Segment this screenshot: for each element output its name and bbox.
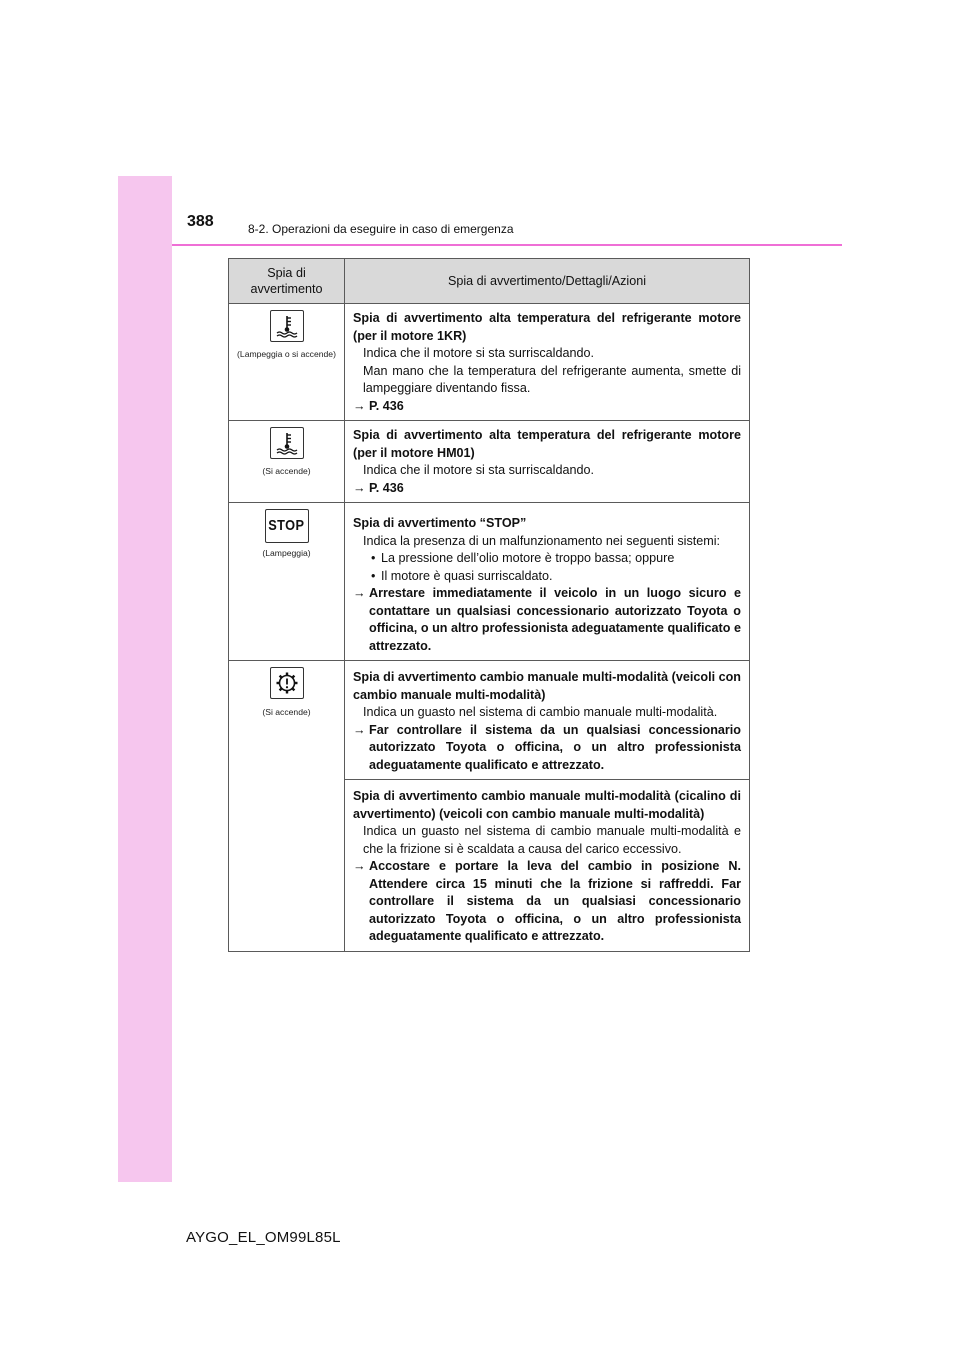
header-rule — [172, 244, 842, 246]
table-row — [229, 304, 750, 421]
col-header-details: Spia di avvertimento/Dettagli/Azioni — [345, 259, 750, 304]
table-row — [229, 661, 750, 780]
row-action — [353, 585, 741, 655]
coolant-temperature-icon — [270, 427, 304, 459]
icon-caption: (Si accende) — [262, 465, 311, 476]
row-title: Spia di avvertimento cambio manuale multi-modalità (veicoli con cambio manuale multi-modalità) — [353, 670, 741, 702]
table-header-row — [229, 259, 750, 304]
stop-icon — [265, 509, 309, 543]
icon-cell — [229, 661, 345, 952]
row-text: Indica la presenza di un malfunzionamento nei seguenti sistemi: — [363, 533, 721, 548]
row-text: Man mano che la temperatura del refrigerante aumenta, smette di lampeggiare diventando fissa. — [363, 363, 741, 395]
row-text: Indica che il motore si sta surriscaldando. — [363, 346, 594, 360]
icon-cell — [229, 503, 345, 661]
arrow-right-icon: → — [353, 480, 366, 495]
page-number: 388 — [187, 213, 214, 230]
row-text: Indica un guasto nel sistema di cambio manuale multi-modalità e che la frizione si è scaldata a causa del carico eccessivo. — [363, 824, 741, 856]
table-row — [229, 503, 750, 661]
arrow-right-icon: → — [353, 859, 366, 873]
row-text: Indica un guasto nel sistema di cambio manuale multi-modalità. — [363, 705, 718, 719]
row-action — [353, 858, 741, 946]
row-text: Indica che il motore si sta surriscaldando. — [363, 463, 594, 477]
details-cell — [345, 503, 750, 661]
row-title: Spia di avvertimento alta temperatura del refrigerante motore (per il motore 1KR) — [353, 311, 741, 343]
action-text: Far controllare il sistema da un qualsiasi concessionario autorizzato Toyota o officina, o un altro professionista adeguatamente qualificato e attrezzato. — [369, 722, 741, 772]
icon-cell — [229, 304, 345, 421]
arrow-right-icon: → — [353, 722, 366, 737]
side-color-band — [118, 176, 172, 1182]
gear-warning-icon — [270, 667, 304, 699]
icon-caption: (Lampeggia) — [262, 548, 311, 558]
coolant-temperature-icon — [270, 310, 304, 342]
row-title: Spia di avvertimento cambio manuale multi-modalità (cicalino di avvertimento) (veicoli con cambio manuale multi-modalità) — [353, 789, 741, 821]
icon-caption: (Lampeggia o si accende) — [237, 348, 336, 359]
page-reference: P. 436 — [369, 480, 404, 495]
details-cell — [345, 661, 750, 780]
table-row — [229, 421, 750, 503]
row-action — [353, 480, 741, 498]
icon-caption: (Si accende) — [262, 706, 311, 717]
details-cell — [345, 421, 750, 503]
action-text: Accostare e portare la leva del cambio in posizione N. Attendere circa 15 minuti che la frizione si raffreddi. Far controllare il sistema da un qualsiasi concessionario autorizzato Toyota o officina, o un altro professionista adeguatamente qualificato e attrezzato. — [369, 859, 741, 943]
arrow-right-icon: → — [353, 586, 366, 600]
details-cell — [345, 304, 750, 421]
details-cell — [345, 780, 750, 952]
document-code: AYGO_EL_OM99L85L — [186, 1229, 341, 1246]
action-text: Arrestare immediatamente il veicolo in un luogo sicuro e contattare un qualsiasi concessionario autorizzato Toyota o officina, o un altro professionista adeguatamente qualificato e attrezzato. — [369, 586, 741, 653]
warning-lights-table — [228, 258, 750, 952]
row-action — [353, 398, 741, 416]
section-title: 8-2. Operazioni da eseguire in caso di emergenza — [248, 222, 514, 236]
icon-cell — [229, 421, 345, 503]
arrow-right-icon: → — [353, 398, 366, 413]
row-title: Spia di avvertimento “STOP” — [353, 516, 527, 530]
col-header-light: Spia di avvertimento — [229, 259, 345, 304]
bullet-item: • La pressione dell’olio motore è troppo bassa; oppure — [371, 550, 741, 568]
page-reference: P. 436 — [369, 398, 404, 413]
stop-icon-label: STOP — [268, 517, 305, 535]
row-action — [353, 722, 741, 775]
bullet-item: • Il motore è quasi surriscaldato. — [371, 568, 741, 586]
row-title: Spia di avvertimento alta temperatura del refrigerante motore (per il motore HM01) — [353, 428, 741, 460]
